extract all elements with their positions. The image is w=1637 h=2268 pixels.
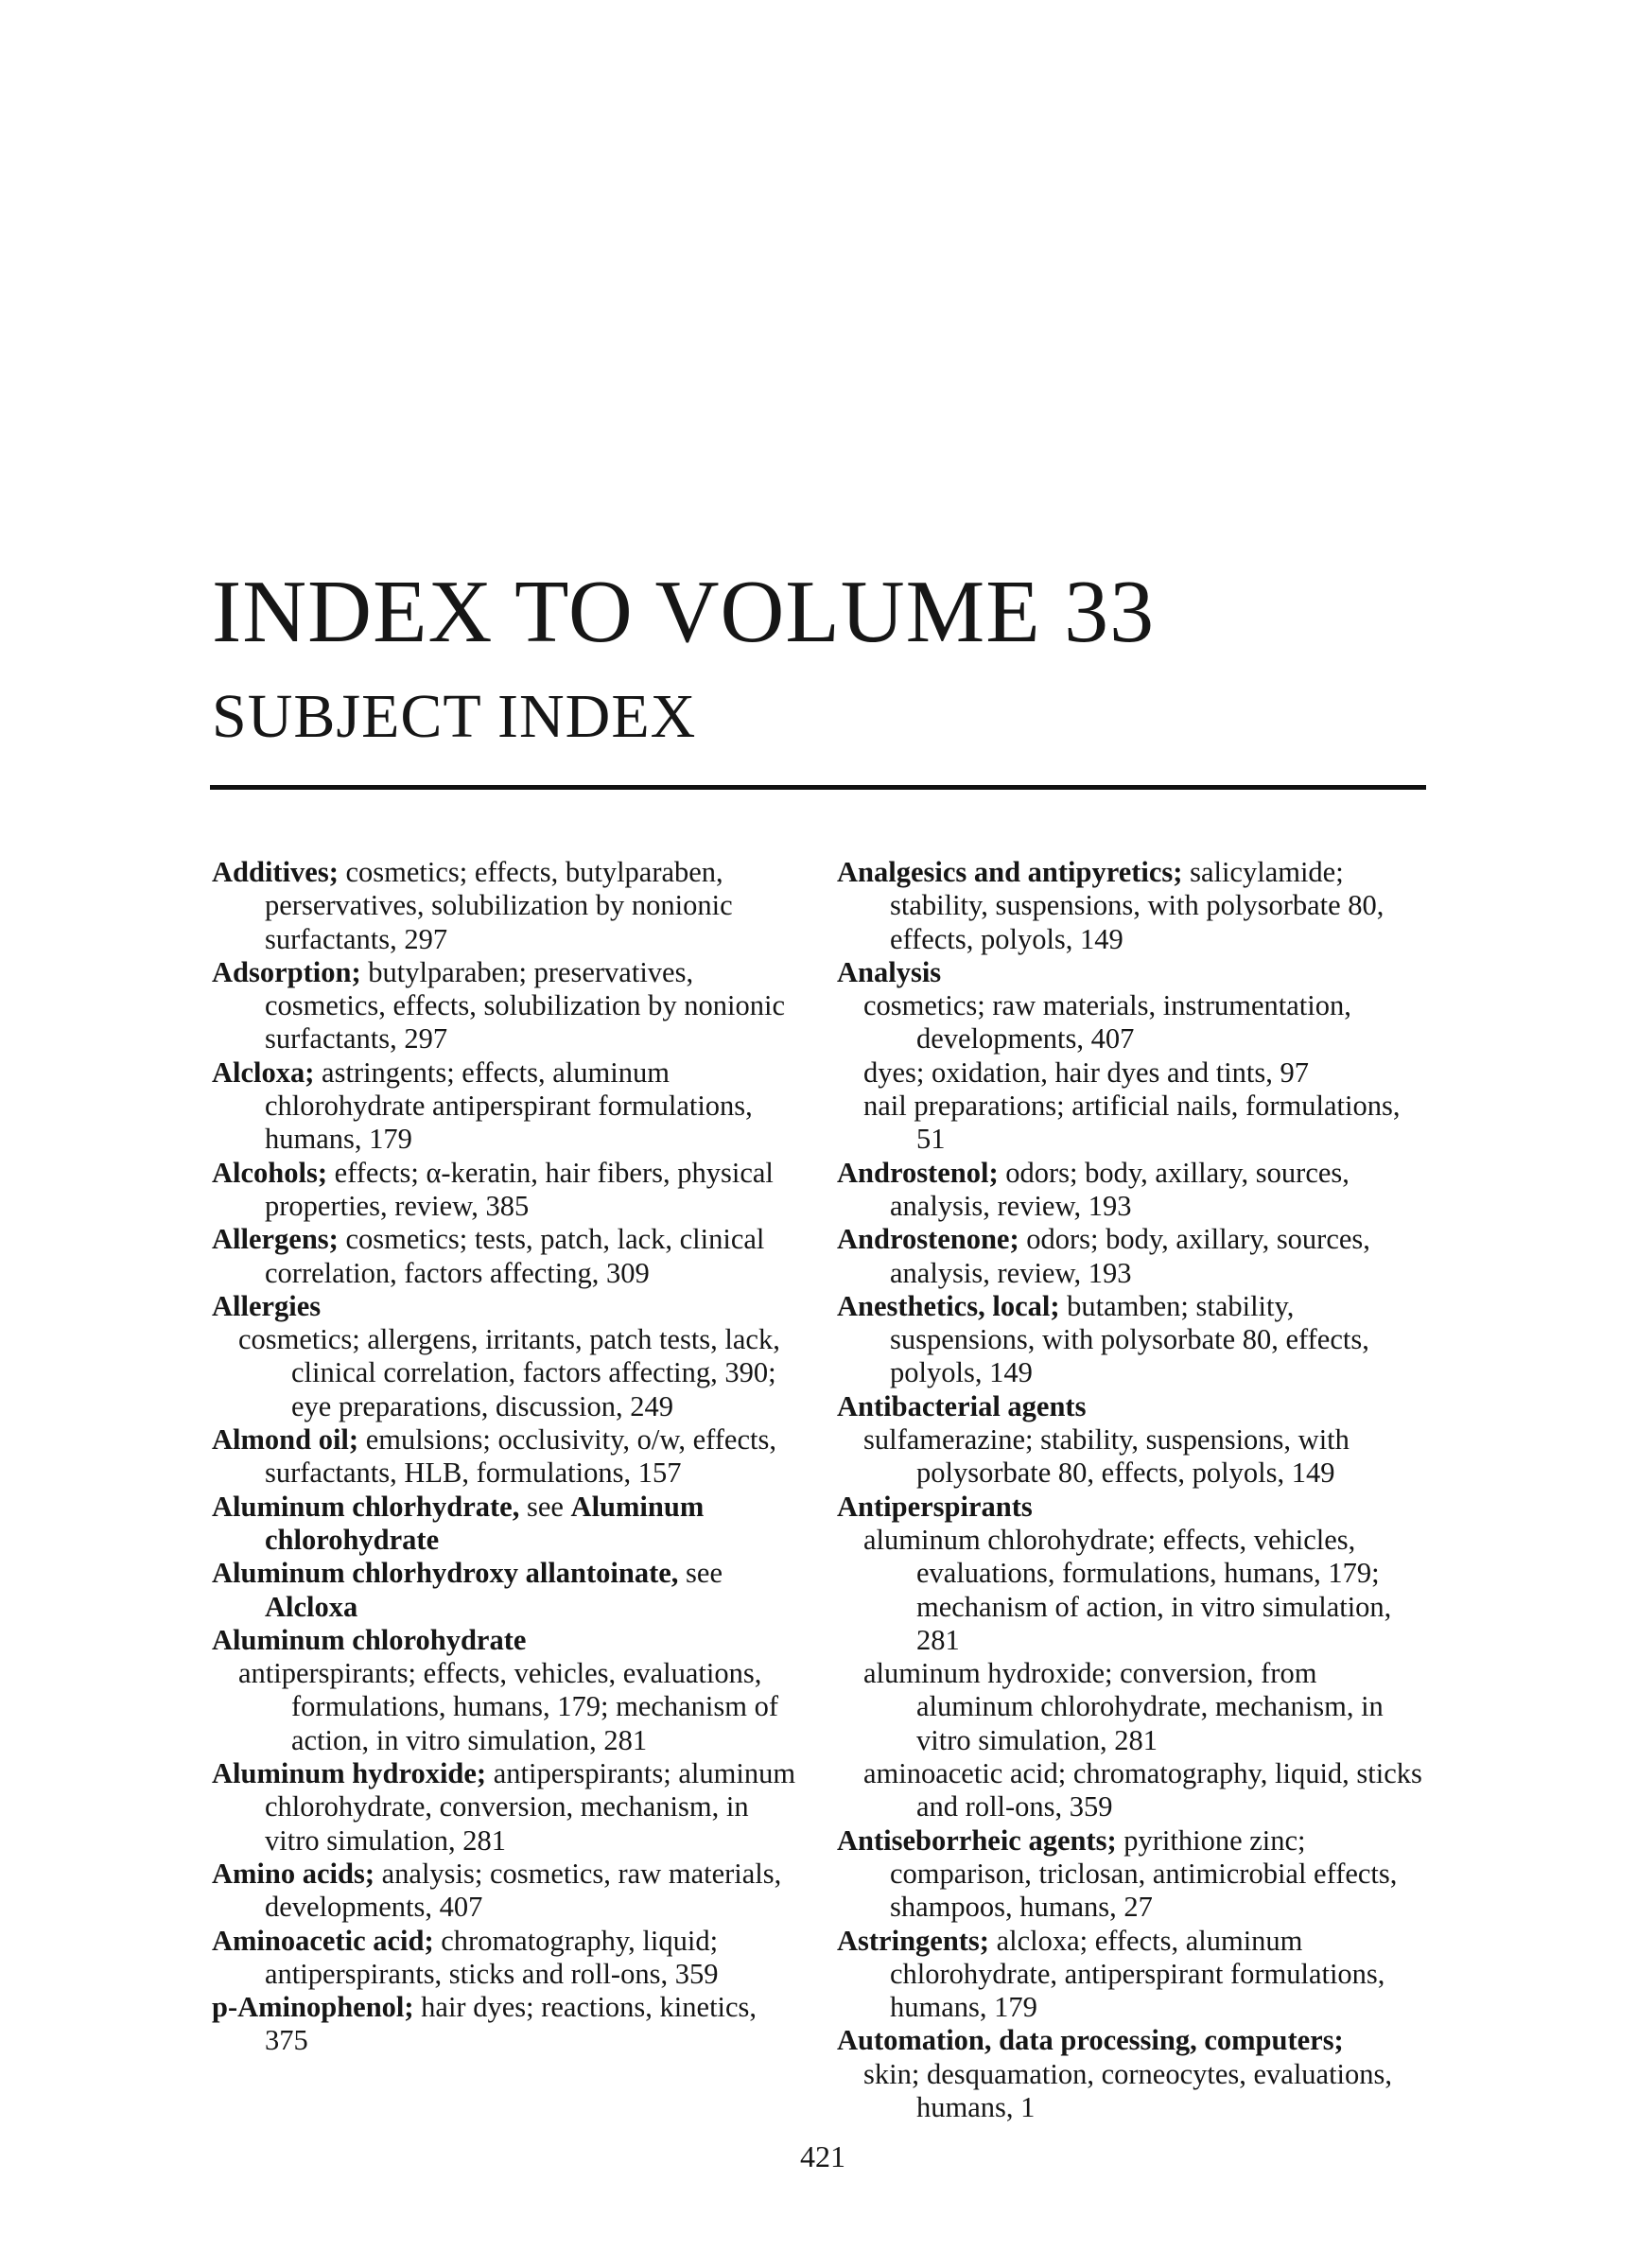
index-entry-line bbox=[212, 1290, 798, 1323]
index-entry-text: odors; body, axillary, sources, analysis, review, 193 bbox=[890, 1223, 1370, 1289]
index-entry bbox=[837, 956, 1423, 1157]
header-rule bbox=[210, 785, 1426, 790]
index-entry-text: antiperspirants; aluminum chlorohydrate, conversion, mechanism, in vitro simulation, 281 bbox=[265, 1757, 796, 1857]
index-subentry: nail preparations; artificial nails, formulations, 51 bbox=[863, 1090, 1401, 1156]
index-entry-text: salicylamide; stability, suspensions, with polysorbate 80, effects, polyols, 149 bbox=[890, 856, 1384, 955]
index-heading: Analysis bbox=[837, 955, 942, 988]
index-entry-text: see bbox=[686, 1557, 723, 1590]
index-entry-line bbox=[212, 1757, 798, 1858]
index-entry-line bbox=[212, 1557, 798, 1624]
index-heading: Androstenone; bbox=[837, 1223, 1019, 1256]
see-reference: Alcloxa bbox=[265, 1590, 358, 1623]
index-entry-text: astringents; effects, aluminum chlorohydrate antiperspirant formulations, humans, 179 bbox=[265, 1055, 753, 1156]
index-heading: Additives; bbox=[212, 856, 339, 888]
index-entry bbox=[212, 856, 798, 956]
index-heading: Aminoacetic acid; bbox=[212, 1924, 434, 1957]
index-entry-text: emulsions; occlusivity, o/w, effects, surfactants, HLB, formulations, 157 bbox=[265, 1423, 776, 1490]
index-entry-line bbox=[837, 956, 1423, 989]
index-heading: Astringents; bbox=[837, 1924, 989, 1957]
index-entry-line bbox=[837, 1290, 1423, 1390]
index-heading: Aluminum chlorhydroxy allantoinate, bbox=[212, 1557, 679, 1590]
index-entry-text: pyrithione zinc; comparison, triclosan, antimicrobial effects, shampoos, humans, 27 bbox=[890, 1823, 1398, 1924]
index-subentry: cosmetics; raw materials, instrumentation, developments, 407 bbox=[863, 989, 1351, 1055]
index-entry-text: butylparaben; preservatives, cosmetics, effects, solubilization by nonionic surfactants, 297 bbox=[265, 955, 786, 1055]
index-heading: Anesthetics, local; bbox=[837, 1289, 1060, 1322]
index-heading: Alcohols; bbox=[212, 1156, 327, 1189]
index-entry-text: see bbox=[526, 1490, 564, 1523]
index-entry-line bbox=[837, 1491, 1423, 1524]
index-entry bbox=[212, 1624, 798, 1757]
index-entry-line bbox=[837, 1824, 1423, 1925]
index-entry-text: chromatography, liquid; antiperspirants, sticks and roll-ons, 359 bbox=[265, 1924, 719, 1990]
index-entry bbox=[837, 2024, 1423, 2124]
index-heading: Aluminum chlorohydrate bbox=[212, 1623, 527, 1656]
index-heading: Amino acids; bbox=[212, 1857, 374, 1890]
index-entry-line bbox=[837, 1390, 1423, 1423]
index-entry-line bbox=[837, 1925, 1423, 2025]
index-entry-text: cosmetics; tests, patch, lack, clinical correlation, factors affecting, 309 bbox=[265, 1223, 765, 1289]
index-entry-text: hair dyes; reactions, kinetics, 375 bbox=[265, 1991, 758, 2057]
index-entry bbox=[212, 1925, 798, 1992]
index-heading: Alcloxa; bbox=[212, 1055, 315, 1089]
index-entry-line bbox=[212, 1491, 798, 1558]
index-entry-line bbox=[212, 1223, 798, 1290]
index-heading: Aluminum hydroxide; bbox=[212, 1757, 487, 1790]
index-entry-text: effects; α-keratin, hair fibers, physical properties, review, 385 bbox=[265, 1156, 774, 1222]
index-subentry: antiperspirants; effects, vehicles, evaluations, formulations, humans, 179; mechanism of action, in vitro simulation, 281 bbox=[238, 1657, 779, 1756]
see-reference: Aluminum chlorohydrate bbox=[265, 1490, 705, 1556]
index-entry-text: odors; body, axillary, sources, analysis, review, 193 bbox=[890, 1156, 1350, 1222]
index-subentry: cosmetics; allergens, irritants, patch tests, lack, clinical correlation, factors affecting, 390; eye preparations, discussion, 249 bbox=[238, 1323, 780, 1422]
index-heading: Almond oil; bbox=[212, 1423, 359, 1457]
index-entry-line bbox=[212, 1056, 798, 1157]
index-entry-text: analysis; cosmetics, raw materials, developments, 407 bbox=[265, 1857, 782, 1924]
index-entry-line bbox=[212, 1423, 798, 1491]
index-entry bbox=[212, 1557, 798, 1624]
index-heading: Allergies bbox=[212, 1289, 322, 1322]
index-entry bbox=[837, 1491, 1423, 1824]
index-entry-text: alcloxa; effects, aluminum chlorohydrate, antiperspirant formulations, humans, 179 bbox=[890, 1924, 1385, 2024]
index-entry-line bbox=[212, 1858, 798, 1925]
index-entry bbox=[212, 1757, 798, 1858]
index-heading: p-Aminophenol; bbox=[212, 1991, 414, 2024]
index-entry bbox=[212, 1290, 798, 1423]
index-heading: Adsorption; bbox=[212, 955, 361, 988]
index-entry bbox=[212, 1858, 798, 1925]
index-entry-line bbox=[212, 956, 798, 1056]
index-subentry: aluminum hydroxide; conversion, from aluminum chlorohydrate, mechanism, in vitro simulation, 281 bbox=[863, 1657, 1384, 1756]
index-heading: Antiseborrheic agents; bbox=[837, 1823, 1117, 1857]
index-heading: Androstenol; bbox=[837, 1156, 999, 1189]
index-subentry: aluminum chlorohydrate; effects, vehicles, evaluations, formulations, humans, 179; mechanism of action, in vitro simulation, 281 bbox=[863, 1523, 1392, 1656]
index-entry-line bbox=[837, 856, 1423, 956]
index-heading: Allergens; bbox=[212, 1223, 339, 1256]
index-entry-line bbox=[837, 2024, 1423, 2057]
index-entry bbox=[212, 1056, 798, 1157]
index-entry bbox=[837, 856, 1423, 956]
index-subentry: skin; desquamation, corneocytes, evaluations, humans, 1 bbox=[863, 2057, 1393, 2123]
index-entry-line bbox=[212, 1991, 798, 2058]
index-entry-line bbox=[837, 1223, 1423, 1290]
index-entry bbox=[837, 1157, 1423, 1224]
index-heading: Antiperspirants bbox=[837, 1490, 1033, 1523]
index-column-right bbox=[837, 856, 1423, 2124]
index-entry bbox=[837, 1223, 1423, 1290]
section-title: SUBJECT INDEX bbox=[212, 682, 697, 751]
page-number: 421 bbox=[800, 2139, 845, 2173]
index-entry bbox=[212, 1157, 798, 1224]
index-heading: Analgesics and antipyretics; bbox=[837, 856, 1183, 888]
index-subentry: dyes; oxidation, hair dyes and tints, 97 bbox=[863, 1055, 1309, 1089]
index-subentry: sulfamerazine; stability, suspensions, with polysorbate 80, effects, polyols, 149 bbox=[863, 1423, 1350, 1490]
index-entry-line bbox=[212, 1925, 798, 1992]
index-entry bbox=[837, 1390, 1423, 1491]
index-entry bbox=[212, 1991, 798, 2058]
index-entry bbox=[212, 1223, 798, 1290]
index-subentry: aminoacetic acid; chromatography, liquid, sticks and roll-ons, 359 bbox=[863, 1757, 1422, 1823]
index-entry bbox=[837, 1290, 1423, 1390]
index-entry bbox=[837, 1925, 1423, 2025]
index-entry-text: butamben; stability, suspensions, with polysorbate 80, effects, polyols, 149 bbox=[890, 1289, 1369, 1389]
index-entry-line bbox=[837, 1157, 1423, 1224]
index-entry bbox=[212, 956, 798, 1056]
index-column-left bbox=[212, 856, 798, 2058]
index-entry-line bbox=[212, 1624, 798, 1657]
index-entry bbox=[212, 1491, 798, 1558]
index-entry-text: cosmetics; effects, butylparaben, perservatives, solubilization by nonionic surfactants, 297 bbox=[265, 856, 733, 955]
index-heading: Automation, data processing, computers; bbox=[837, 2024, 1344, 2057]
page-title: INDEX TO VOLUME 33 bbox=[212, 563, 1156, 661]
index-entry bbox=[837, 1824, 1423, 1925]
index-entry-line bbox=[212, 1157, 798, 1224]
index-heading: Antibacterial agents bbox=[837, 1389, 1087, 1422]
index-heading: Aluminum chlorhydrate, bbox=[212, 1490, 520, 1523]
index-entry-line bbox=[212, 856, 798, 956]
index-entry bbox=[212, 1423, 798, 1491]
